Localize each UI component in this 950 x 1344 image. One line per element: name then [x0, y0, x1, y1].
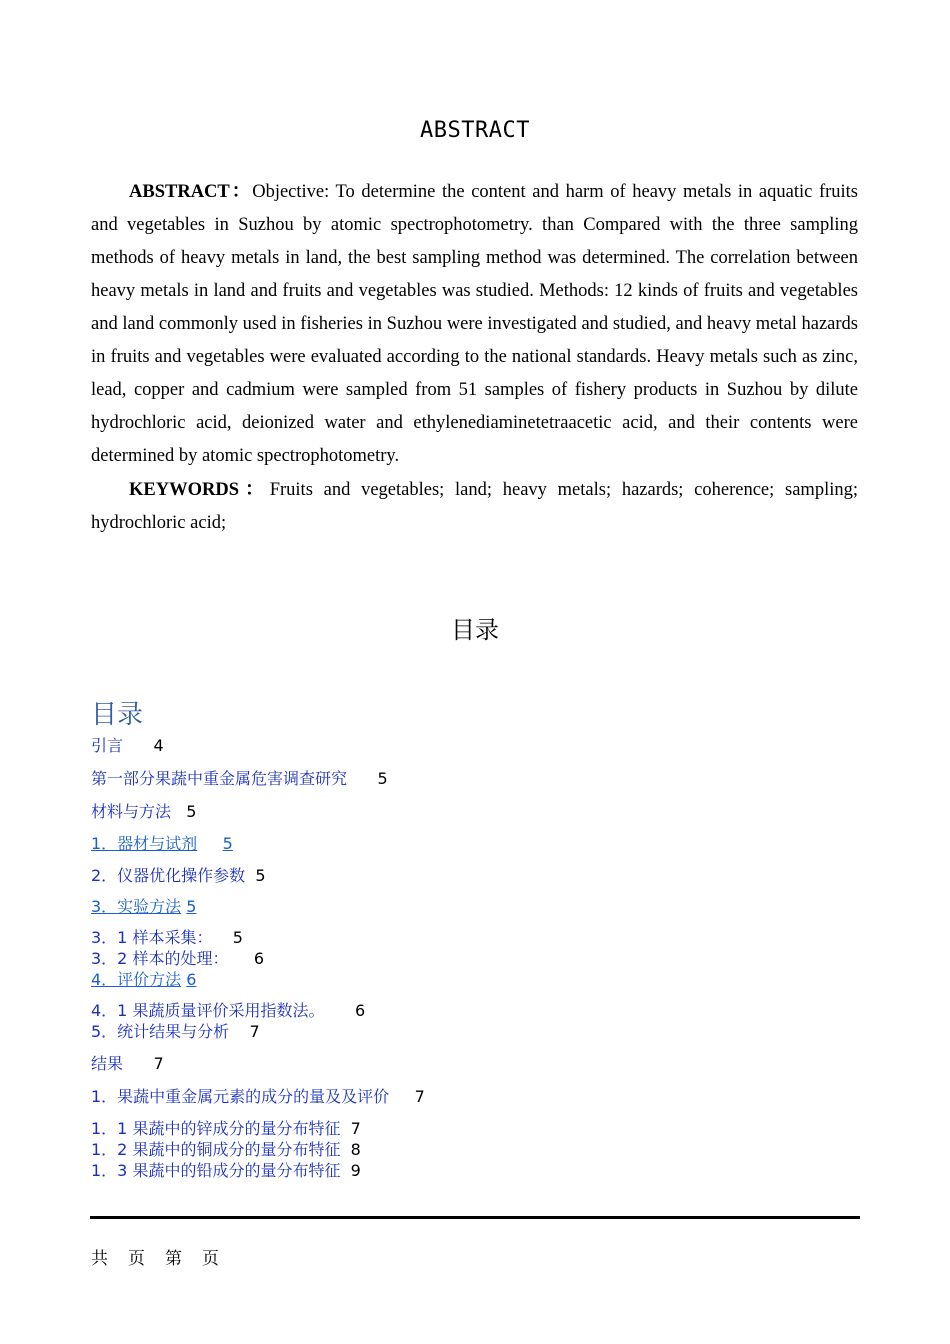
keywords-label: KEYWORDS：	[129, 480, 270, 500]
toc-entry-page-number: 5	[186, 897, 197, 916]
abstract-paragraph	[91, 176, 858, 473]
toc-entry-gap	[197, 834, 222, 853]
toc-heading: 目录	[451, 616, 499, 644]
toc-entry-page-number: 4	[153, 736, 164, 755]
toc-entry-page-number: 6	[253, 949, 265, 968]
toc-entry-gap	[340, 1119, 350, 1138]
toc-entry-page-number: 8	[350, 1140, 361, 1159]
toc-entry-page-number: 6	[354, 1001, 366, 1020]
toc-entry-gap	[340, 1161, 350, 1180]
toc-entry-gap	[389, 1087, 414, 1106]
toc-entry-label: 1．器材与试剂	[91, 834, 198, 853]
abstract-text: Objective: To determine the content and harm of heavy metals in aquatic fruits and vegetables in Suzhou by atomic spectrophotometry. than Compared with the three sampling methods of heavy metals in land, the best sampling method was determined. The correlation between heavy metals in land and fruits and vegetables was studied. Methods: 12 kinds of fruits and vegetables and land commonly used in fisheries in Suzhou were investigated and studied, and heavy metal hazards in fruits and vegetables were evaluated according to the national standards. Heavy metals such as zinc, lead, copper and cadmium were sampled from 51 samples of fishery products in Suzhou by dilute hydrochloric acid, deionized water and ethylenediaminetetraacetic acid, and their contents were determined by atomic spectrophotometry.	[91, 182, 858, 466]
toc-entry-label: 1．果蔬中重金属元素的成分的量及及评价	[91, 1087, 390, 1106]
toc-entry-label: 1．2 果蔬中的铜成分的量分布特征	[91, 1140, 341, 1159]
footer-page-label-2: 页	[202, 1249, 219, 1269]
toc-entry-page-number: 5	[186, 802, 197, 821]
toc-entry-gap	[171, 802, 186, 821]
toc-entry[interactable]	[91, 831, 233, 854]
toc-entry[interactable]	[91, 967, 196, 990]
toc-entry[interactable]	[91, 1051, 164, 1074]
toc-entry-label: 4．评价方法	[91, 970, 182, 989]
keywords-text: Fruits and vegetables; land; heavy metals; hazards; coherence; sampling; hydrochloric acid;	[91, 480, 858, 533]
toc-entry-gap	[123, 736, 154, 755]
toc-entry-label: 引言	[91, 736, 124, 755]
toc-entry-label: 结果	[91, 1054, 124, 1073]
footer-current-label: 第	[165, 1249, 182, 1269]
abstract-heading: ABSTRACT	[420, 118, 530, 143]
footer-rule	[90, 1216, 860, 1219]
toc-entry-label: 4．1 果蔬质量评价采用指数法。	[91, 1001, 325, 1020]
toc-entry-page-number: 7	[153, 1054, 164, 1073]
toc-entry-page-number: 6	[186, 970, 197, 989]
toc-entry-gap	[340, 1140, 350, 1159]
toc-entry-gap	[229, 1022, 249, 1041]
toc-entry-page-number: 5	[222, 834, 233, 853]
toc-entry[interactable]	[91, 925, 243, 948]
toc-entry[interactable]	[91, 766, 388, 789]
toc-entry[interactable]	[91, 1116, 361, 1139]
toc-entry-gap	[347, 769, 378, 788]
toc-entry-label: 2．仪器优化操作参数	[91, 866, 246, 885]
toc-entry-page-number: 7	[350, 1119, 361, 1138]
toc-entry-label: 1．1 果蔬中的锌成分的量分布特征	[91, 1119, 341, 1138]
toc-entry-label: 3．1 样本采集：	[91, 928, 213, 947]
toc-entry-page-number: 5	[377, 769, 388, 788]
toc-entry[interactable]	[91, 998, 365, 1021]
toc-entry-page-number: 7	[249, 1022, 260, 1041]
footer-total-label: 共	[91, 1249, 108, 1269]
toc-entry-label: 第一部分果蔬中重金属危害调查研究	[91, 769, 348, 788]
toc-entry-gap	[245, 866, 255, 885]
toc-entry-label: 3．实验方法	[91, 897, 182, 916]
toc-entry[interactable]	[91, 733, 164, 756]
toc-entry[interactable]	[91, 1158, 361, 1181]
toc-entry-gap	[324, 1001, 355, 1020]
toc-entry-page-number: 7	[414, 1087, 425, 1106]
toc-entry-gap	[123, 1054, 154, 1073]
toc-entry[interactable]	[91, 1019, 260, 1042]
toc-entry[interactable]	[91, 894, 196, 917]
abstract-label: ABSTRACT：	[129, 182, 253, 202]
toc-entry-label: 材料与方法	[91, 802, 172, 821]
toc-entry-label: 1．3 果蔬中的铅成分的量分布特征	[91, 1161, 341, 1180]
toc-entry-gap	[228, 949, 253, 968]
toc-entry[interactable]	[91, 799, 196, 822]
toc-entry-label: 5．统计结果与分析	[91, 1022, 230, 1041]
keywords-paragraph	[91, 474, 858, 540]
toc-entry-page-number: 9	[350, 1161, 361, 1180]
toc-entry[interactable]	[91, 863, 266, 886]
toc-entry[interactable]	[91, 946, 264, 969]
toc-entry-page-number: 5	[232, 928, 243, 947]
toc-entry-page-number: 5	[255, 866, 266, 885]
toc-entry-label: 3．2 样本的处理：	[91, 949, 229, 968]
toc-entry[interactable]	[91, 1137, 361, 1160]
page-footer	[91, 1244, 239, 1269]
footer-page-label: 页	[128, 1249, 145, 1269]
toc-entry-gap	[212, 928, 232, 947]
toc-title: 目录	[91, 700, 144, 730]
toc-entry[interactable]	[91, 1084, 425, 1107]
